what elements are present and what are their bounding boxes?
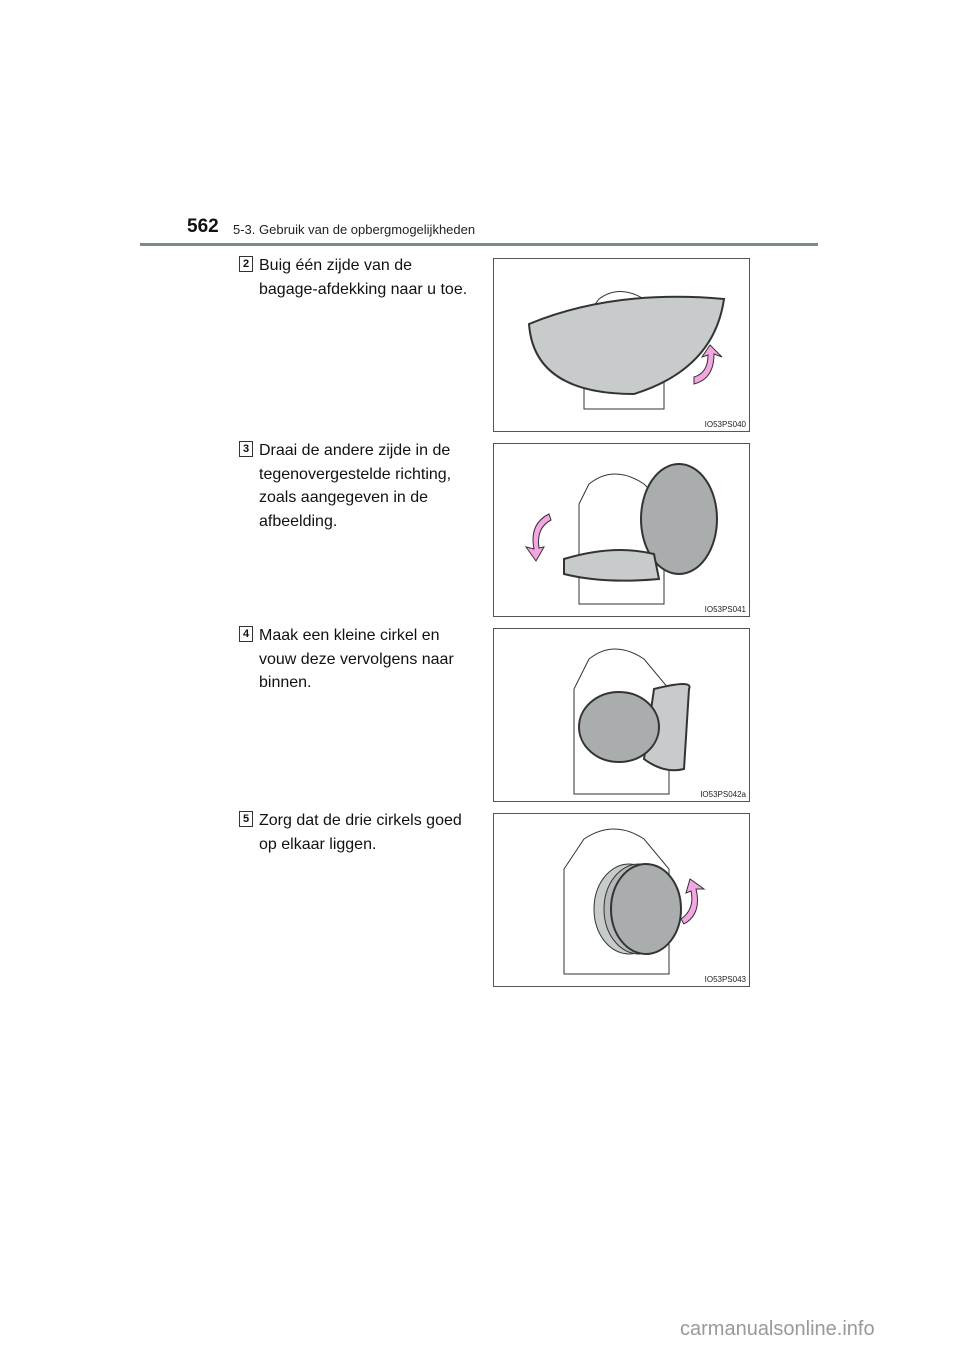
step-number: 3 — [239, 441, 253, 457]
figure-code: IO53PS042a — [700, 790, 746, 799]
illustration — [494, 259, 749, 431]
figure-step-2 — [493, 258, 750, 432]
figure-code: IO53PS043 — [704, 975, 746, 984]
step-text: Draai de andere zijde in de tegenovergestelde richting, zoals aangegeven in de afbeelding. — [259, 442, 452, 530]
figure-step-3 — [493, 443, 750, 617]
step-text: Maak een kleine cirkel en vouw deze vervolgens naar binnen. — [259, 627, 454, 691]
step-text: Zorg dat de drie cirkels goed op elkaar liggen. — [259, 812, 462, 853]
figure-code: IO53PS041 — [704, 605, 746, 614]
page-number: 562 — [187, 216, 219, 237]
illustration — [494, 814, 749, 986]
watermark: carmanualsonline.info — [680, 1318, 875, 1340]
illustration — [494, 444, 749, 616]
step-number: 2 — [239, 256, 253, 272]
header-divider — [140, 243, 818, 246]
section-title: 5-3. Gebruik van de opbergmogelijkheden — [233, 222, 476, 237]
illustration — [494, 629, 749, 801]
step-text: Buig één zijde van de bagage-afdekking naar u toe. — [259, 257, 468, 298]
step-number: 4 — [239, 626, 253, 642]
figure-code: IO53PS040 — [704, 420, 746, 429]
figure-step-4 — [493, 628, 750, 802]
figure-step-5 — [493, 813, 750, 987]
step-number: 5 — [239, 811, 253, 827]
